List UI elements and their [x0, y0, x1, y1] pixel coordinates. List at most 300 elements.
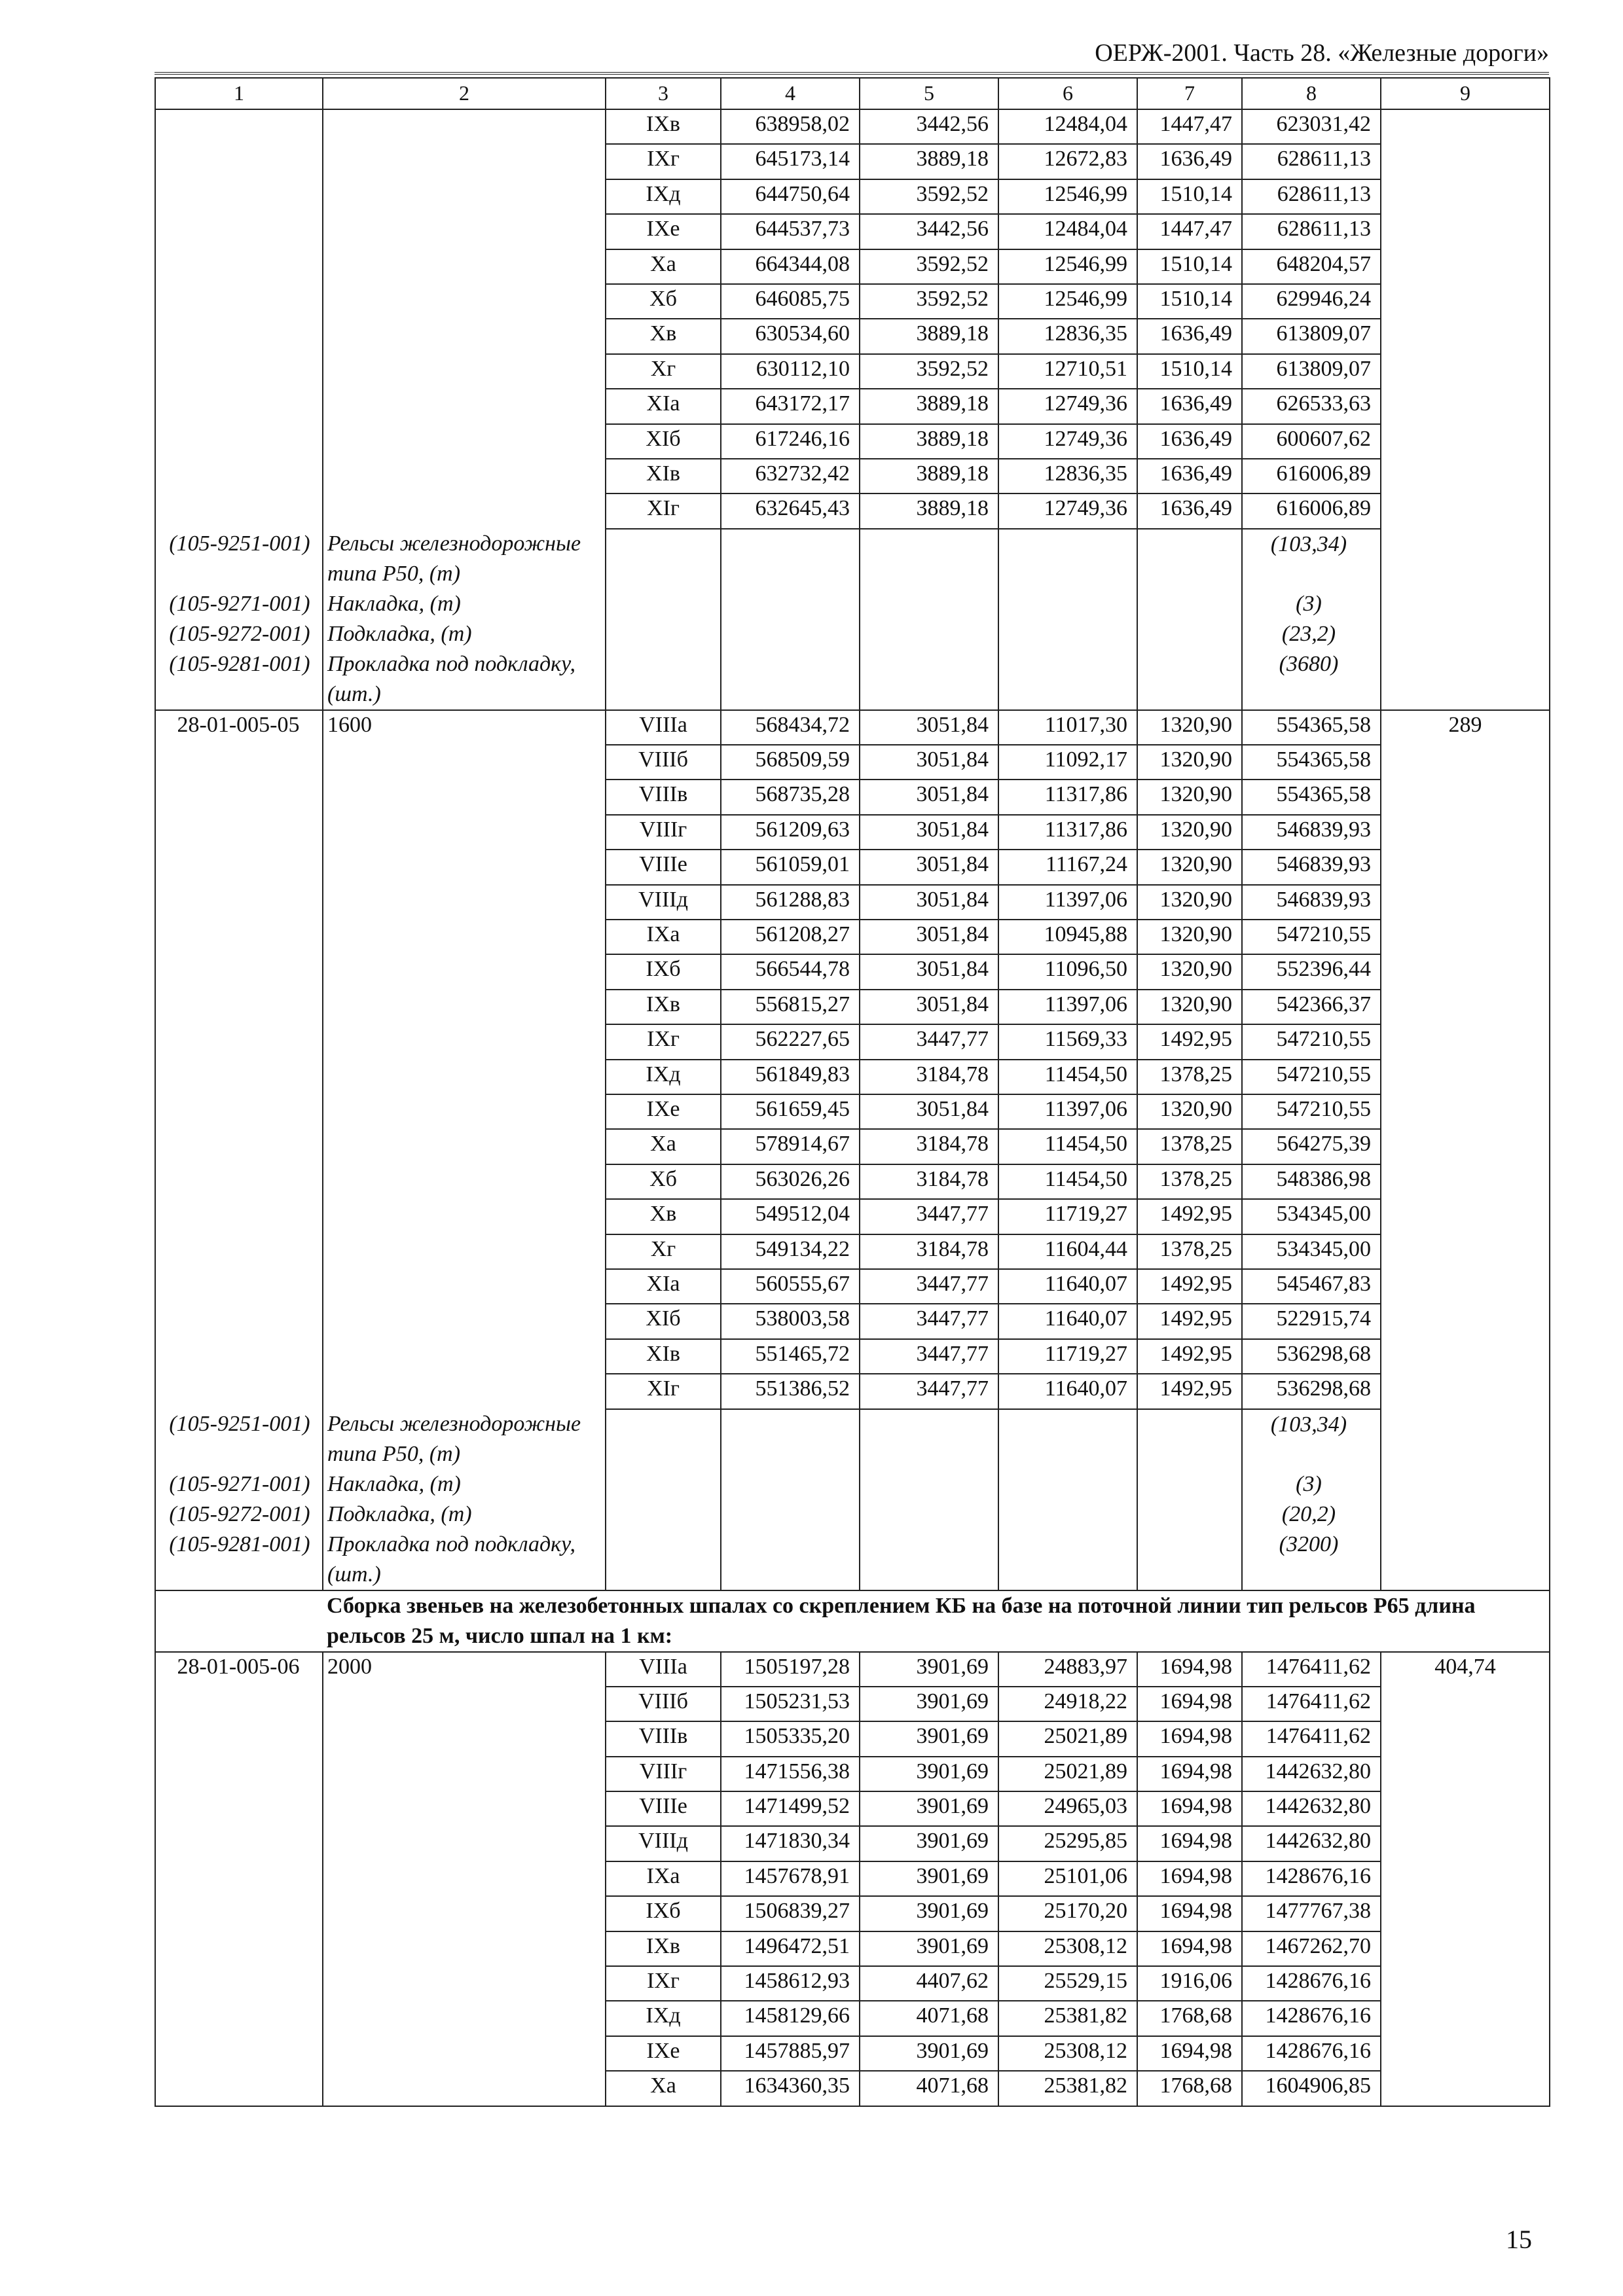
empty-cell: [721, 589, 860, 619]
price-value: 12484,04: [998, 214, 1137, 249]
table-row: [155, 2036, 1550, 2071]
price-value: 1694,98: [1137, 1721, 1242, 1756]
col9-value: [1381, 850, 1550, 884]
price-value: 626533,63: [1242, 389, 1381, 423]
region-zone: VIIIа: [606, 710, 721, 745]
region-zone: IХб: [606, 1896, 721, 1931]
price-value: 11640,07: [998, 1374, 1137, 1408]
price-value: 1492,95: [1137, 1199, 1242, 1234]
empty-cell: [998, 1409, 1137, 1469]
resource-code: (105-9272-001): [155, 1499, 323, 1530]
price-value: 1492,95: [1137, 1269, 1242, 1304]
empty-cell: [860, 619, 998, 649]
rate-code: [155, 1339, 323, 1374]
price-value: 554365,58: [1242, 780, 1381, 814]
empty-cell: [606, 529, 721, 589]
resource-row: [155, 529, 1550, 589]
price-value: 10945,88: [998, 920, 1137, 954]
price-value: 3442,56: [860, 109, 998, 144]
price-value: 3184,78: [860, 1129, 998, 1164]
resource-row: [155, 619, 1550, 649]
price-value: 3051,84: [860, 885, 998, 920]
region-zone: Хг: [606, 354, 721, 389]
price-value: 3447,77: [860, 1374, 998, 1408]
price-value: 1492,95: [1137, 1024, 1242, 1059]
price-value: 12546,99: [998, 179, 1137, 214]
table-row: [155, 990, 1550, 1024]
price-value: 546839,93: [1242, 850, 1381, 884]
price-value: 1378,25: [1137, 1060, 1242, 1094]
price-value: 25381,82: [998, 2071, 1137, 2106]
price-value: 11017,30: [998, 710, 1137, 745]
resource-name: Накладка, (т): [323, 589, 606, 619]
rate-code: [155, 1791, 323, 1826]
price-value: 1636,49: [1137, 144, 1242, 179]
col9-value: [1381, 1826, 1550, 1861]
price-value: 1458129,66: [721, 2001, 860, 2036]
col9-value: [1381, 424, 1550, 459]
price-value: 1378,25: [1137, 1234, 1242, 1269]
price-value: 1457885,97: [721, 2036, 860, 2071]
sleeper-count: [323, 745, 606, 780]
rate-code: [155, 1826, 323, 1861]
rate-code: [155, 815, 323, 850]
col9-value: [1381, 1199, 1550, 1234]
price-value: 3447,77: [860, 1269, 998, 1304]
empty-cell: [1381, 1469, 1550, 1499]
table-row: [155, 2001, 1550, 2036]
empty-cell: [606, 649, 721, 710]
empty-cell: [998, 1469, 1137, 1499]
resource-row: [155, 589, 1550, 619]
resource-code: (105-9281-001): [155, 649, 323, 710]
price-value: 1476411,62: [1242, 1687, 1381, 1721]
resource-qty: (103,34): [1242, 529, 1381, 589]
sleeper-count: [323, 1791, 606, 1826]
table-row: [155, 1164, 1550, 1199]
rate-code: 28-01-005-05: [155, 710, 323, 745]
col9-value: [1381, 1339, 1550, 1374]
empty-cell: [1381, 1530, 1550, 1590]
price-value: 1694,98: [1137, 1652, 1242, 1687]
sleeper-count: [323, 249, 606, 284]
price-value: 554365,58: [1242, 745, 1381, 780]
empty-cell: [998, 649, 1137, 710]
sleeper-count: [323, 493, 606, 528]
region-zone: IХг: [606, 144, 721, 179]
table-row: [155, 920, 1550, 954]
price-value: 25021,89: [998, 1721, 1137, 1756]
rate-code: [155, 780, 323, 814]
region-zone: IХа: [606, 920, 721, 954]
price-value: 1694,98: [1137, 1826, 1242, 1861]
price-value: 1320,90: [1137, 745, 1242, 780]
table-row: [155, 249, 1550, 284]
region-zone: ХIа: [606, 389, 721, 423]
price-value: 11640,07: [998, 1304, 1137, 1338]
sleeper-count: 1600: [323, 710, 606, 745]
col9-value: [1381, 1791, 1550, 1826]
price-value: 4071,68: [860, 2001, 998, 2036]
resource-name: Накладка, (т): [323, 1469, 606, 1499]
price-value: 3184,78: [860, 1164, 998, 1199]
price-value: 3889,18: [860, 389, 998, 423]
price-value: 1442632,80: [1242, 1826, 1381, 1861]
empty-cell: [1137, 589, 1242, 619]
price-value: 563026,26: [721, 1164, 860, 1199]
empty-cell: [1137, 529, 1242, 589]
col9-value: [1381, 354, 1550, 389]
price-value: 1694,98: [1137, 1687, 1242, 1721]
price-value: 560555,67: [721, 1269, 860, 1304]
table-row: [155, 284, 1550, 319]
price-value: 664344,08: [721, 249, 860, 284]
table-row: [155, 1757, 1550, 1791]
empty-cell: [860, 1469, 998, 1499]
col-number: 8: [1242, 78, 1381, 109]
table-row: [155, 1024, 1550, 1059]
col9-value: [1381, 954, 1550, 989]
sleeper-count: [323, 214, 606, 249]
region-zone: VIIIд: [606, 885, 721, 920]
sleeper-count: [323, 954, 606, 989]
price-value: 561208,27: [721, 920, 860, 954]
price-value: 1378,25: [1137, 1164, 1242, 1199]
region-zone: Хг: [606, 1234, 721, 1269]
price-value: 542366,37: [1242, 990, 1381, 1024]
price-value: 11454,50: [998, 1060, 1137, 1094]
region-zone: VIIIб: [606, 745, 721, 780]
price-value: 3184,78: [860, 1234, 998, 1269]
price-value: 3889,18: [860, 424, 998, 459]
price-value: 3592,52: [860, 284, 998, 319]
price-value: 1320,90: [1137, 954, 1242, 989]
price-value: 12546,99: [998, 249, 1137, 284]
price-value: 3447,77: [860, 1304, 998, 1338]
table-row: [155, 1721, 1550, 1756]
region-zone: Хв: [606, 1199, 721, 1234]
price-value: 1378,25: [1137, 1129, 1242, 1164]
sleeper-count: [323, 1024, 606, 1059]
price-value: 1505231,53: [721, 1687, 860, 1721]
col9-value: [1381, 319, 1550, 353]
price-value: 1467262,70: [1242, 1931, 1381, 1966]
col9-value: [1381, 2001, 1550, 2036]
col-number: 2: [323, 78, 606, 109]
price-value: 3901,69: [860, 1757, 998, 1791]
price-value: 561209,63: [721, 815, 860, 850]
region-zone: ХIг: [606, 493, 721, 528]
price-value: 25529,15: [998, 1966, 1137, 2001]
rate-code: [155, 1199, 323, 1234]
region-zone: ХIа: [606, 1269, 721, 1304]
price-value: 3889,18: [860, 144, 998, 179]
price-value: 25381,82: [998, 2001, 1137, 2036]
rate-code: [155, 214, 323, 249]
price-value: 3184,78: [860, 1060, 998, 1094]
price-value: 3051,84: [860, 780, 998, 814]
rate-code: [155, 1374, 323, 1408]
resource-name: Подкладка, (т): [323, 619, 606, 649]
price-value: 1442632,80: [1242, 1757, 1381, 1791]
sleeper-count: [323, 1896, 606, 1931]
resource-name: Подкладка, (т): [323, 1499, 606, 1530]
price-value: 11096,50: [998, 954, 1137, 989]
empty-cell: [860, 589, 998, 619]
sleeper-count: [323, 1269, 606, 1304]
sleeper-count: [323, 1721, 606, 1756]
price-value: 12836,35: [998, 459, 1137, 493]
resource-name: Рельсы железнодорожные типа Р50, (т): [323, 1409, 606, 1469]
col9-value: [1381, 1094, 1550, 1129]
sleeper-count: [323, 1164, 606, 1199]
price-value: 552396,44: [1242, 954, 1381, 989]
region-zone: IХд: [606, 1060, 721, 1094]
price-value: 1471830,34: [721, 1826, 860, 1861]
table-row: [155, 815, 1550, 850]
region-zone: Хв: [606, 319, 721, 353]
table-row: [155, 1094, 1550, 1129]
sleeper-count: [323, 1094, 606, 1129]
price-value: 1916,06: [1137, 1966, 1242, 2001]
sleeper-count: [323, 2001, 606, 2036]
price-value: 547210,55: [1242, 1094, 1381, 1129]
empty-cell: [860, 649, 998, 710]
price-value: 1320,90: [1137, 990, 1242, 1024]
region-zone: IХв: [606, 990, 721, 1024]
price-value: 547210,55: [1242, 1060, 1381, 1094]
empty-cell: [1381, 529, 1550, 589]
col-number: 7: [1137, 78, 1242, 109]
price-value: 24965,03: [998, 1791, 1137, 1826]
price-value: 11397,06: [998, 990, 1137, 1024]
price-value: 3447,77: [860, 1199, 998, 1234]
price-value: 1428676,16: [1242, 2001, 1381, 2036]
price-value: 25308,12: [998, 1931, 1137, 1966]
price-value: 578914,67: [721, 1129, 860, 1164]
empty-cell: [1381, 619, 1550, 649]
col9-value: [1381, 1896, 1550, 1931]
price-value: 1320,90: [1137, 1094, 1242, 1129]
price-value: 1428676,16: [1242, 1966, 1381, 2001]
table-row: [155, 1129, 1550, 1164]
empty-cell: [721, 1499, 860, 1530]
price-value: 3051,84: [860, 745, 998, 780]
price-value: 25101,06: [998, 1861, 1137, 1896]
sleeper-count: [323, 815, 606, 850]
price-value: 1320,90: [1137, 815, 1242, 850]
price-value: 1636,49: [1137, 424, 1242, 459]
price-value: 3442,56: [860, 214, 998, 249]
price-value: 11397,06: [998, 885, 1137, 920]
price-value: 566544,78: [721, 954, 860, 989]
empty-cell: [998, 1499, 1137, 1530]
price-value: 1471499,52: [721, 1791, 860, 1826]
rate-code: [155, 2001, 323, 2036]
sleeper-count: [323, 920, 606, 954]
region-zone: IХб: [606, 954, 721, 989]
region-zone: VIIIе: [606, 1791, 721, 1826]
price-value: 12484,04: [998, 109, 1137, 144]
sleeper-count: [323, 1060, 606, 1094]
price-table: [155, 77, 1550, 2107]
sleeper-count: [323, 284, 606, 319]
price-value: 546839,93: [1242, 815, 1381, 850]
price-value: 561659,45: [721, 1094, 860, 1129]
price-value: 1694,98: [1137, 1861, 1242, 1896]
col9-value: [1381, 1861, 1550, 1896]
table-row: [155, 1374, 1550, 1408]
table-row: [155, 214, 1550, 249]
rate-code: [155, 1861, 323, 1896]
col9-value: [1381, 885, 1550, 920]
empty-cell: [998, 619, 1137, 649]
table-row: [155, 1931, 1550, 1966]
price-value: 3592,52: [860, 179, 998, 214]
table-row: [155, 1060, 1550, 1094]
table-row: [155, 1304, 1550, 1338]
price-value: 3051,84: [860, 815, 998, 850]
price-value: 564275,39: [1242, 1129, 1381, 1164]
rate-code: [155, 885, 323, 920]
table-row: [155, 319, 1550, 353]
rate-code: [155, 1269, 323, 1304]
price-value: 630112,10: [721, 354, 860, 389]
price-value: 1768,68: [1137, 2001, 1242, 2036]
empty-cell: [1137, 649, 1242, 710]
region-zone: VIIIв: [606, 780, 721, 814]
price-value: 12672,83: [998, 144, 1137, 179]
price-value: 11569,33: [998, 1024, 1137, 1059]
price-value: 645173,14: [721, 144, 860, 179]
price-value: 643172,17: [721, 389, 860, 423]
price-value: 1510,14: [1137, 284, 1242, 319]
price-value: 551386,52: [721, 1374, 860, 1408]
resource-qty: (103,34): [1242, 1409, 1381, 1469]
price-value: 3901,69: [860, 1931, 998, 1966]
price-value: 1694,98: [1137, 1757, 1242, 1791]
price-value: 1428676,16: [1242, 1861, 1381, 1896]
region-zone: VIIIе: [606, 850, 721, 884]
table-row: [155, 354, 1550, 389]
price-value: 628611,13: [1242, 179, 1381, 214]
price-value: 25308,12: [998, 2036, 1137, 2071]
price-value: 3447,77: [860, 1339, 998, 1374]
empty-cell: [721, 1409, 860, 1469]
price-value: 3051,84: [860, 920, 998, 954]
region-zone: IХв: [606, 1931, 721, 1966]
region-zone: Ха: [606, 249, 721, 284]
sleeper-count: [323, 1861, 606, 1896]
price-value: 1476411,62: [1242, 1721, 1381, 1756]
price-value: 613809,07: [1242, 319, 1381, 353]
table-row: [155, 1199, 1550, 1234]
region-zone: IХе: [606, 1094, 721, 1129]
col9-value: [1381, 920, 1550, 954]
region-zone: ХIб: [606, 424, 721, 459]
sleeper-count: [323, 459, 606, 493]
price-value: 24918,22: [998, 1687, 1137, 1721]
price-value: 648204,57: [1242, 249, 1381, 284]
price-value: 11454,50: [998, 1129, 1137, 1164]
empty-cell: [1381, 1499, 1550, 1530]
price-value: 3051,84: [860, 990, 998, 1024]
rate-code: [155, 1129, 323, 1164]
rate-code: [155, 990, 323, 1024]
price-value: 549134,22: [721, 1234, 860, 1269]
empty-cell: [998, 589, 1137, 619]
price-value: 3051,84: [860, 710, 998, 745]
price-value: 548386,98: [1242, 1164, 1381, 1199]
price-value: 1458612,93: [721, 1966, 860, 2001]
region-zone: Ха: [606, 2071, 721, 2106]
price-value: 3051,84: [860, 850, 998, 884]
rate-code: [155, 2071, 323, 2106]
price-value: 646085,75: [721, 284, 860, 319]
rate-code: [155, 1164, 323, 1199]
price-value: 632645,43: [721, 493, 860, 528]
price-value: 630534,60: [721, 319, 860, 353]
table-row: [155, 1826, 1550, 1861]
rate-code: [155, 144, 323, 179]
price-value: 3901,69: [860, 1721, 998, 1756]
empty-cell: [1381, 649, 1550, 710]
table-row: [155, 954, 1550, 989]
price-value: 561059,01: [721, 850, 860, 884]
price-value: 1492,95: [1137, 1374, 1242, 1408]
sleeper-count: [323, 1339, 606, 1374]
col9-value: [1381, 214, 1550, 249]
col-number: 5: [860, 78, 998, 109]
region-zone: VIIIг: [606, 1757, 721, 1791]
price-value: 11640,07: [998, 1269, 1137, 1304]
price-value: 568509,59: [721, 745, 860, 780]
col9-value: [1381, 1060, 1550, 1094]
price-value: 12710,51: [998, 354, 1137, 389]
rate-code: [155, 1931, 323, 1966]
price-value: 1476411,62: [1242, 1652, 1381, 1687]
price-value: 3889,18: [860, 493, 998, 528]
region-zone: Хб: [606, 284, 721, 319]
table-row: [155, 1791, 1550, 1826]
price-value: 3901,69: [860, 1791, 998, 1826]
price-value: 538003,58: [721, 1304, 860, 1338]
price-value: 644537,73: [721, 214, 860, 249]
price-value: 3889,18: [860, 319, 998, 353]
col9-value: [1381, 1931, 1550, 1966]
region-zone: IХд: [606, 179, 721, 214]
rate-code: [155, 459, 323, 493]
empty-cell: [606, 1469, 721, 1499]
price-value: 1320,90: [1137, 850, 1242, 884]
table-row: [155, 1861, 1550, 1896]
col9-value: [1381, 1269, 1550, 1304]
col9-value: [1381, 815, 1550, 850]
rate-code: 28-01-005-06: [155, 1652, 323, 1687]
table-row: [155, 885, 1550, 920]
price-value: 549512,04: [721, 1199, 860, 1234]
rate-code: [155, 354, 323, 389]
price-value: 11317,86: [998, 780, 1137, 814]
price-value: 568434,72: [721, 710, 860, 745]
table-row: [155, 179, 1550, 214]
col-number: 1: [155, 78, 323, 109]
sleeper-count: [323, 1129, 606, 1164]
price-value: 1492,95: [1137, 1304, 1242, 1338]
price-value: 3901,69: [860, 2036, 998, 2071]
resource-row: [155, 1499, 1550, 1530]
region-zone: ХIв: [606, 1339, 721, 1374]
